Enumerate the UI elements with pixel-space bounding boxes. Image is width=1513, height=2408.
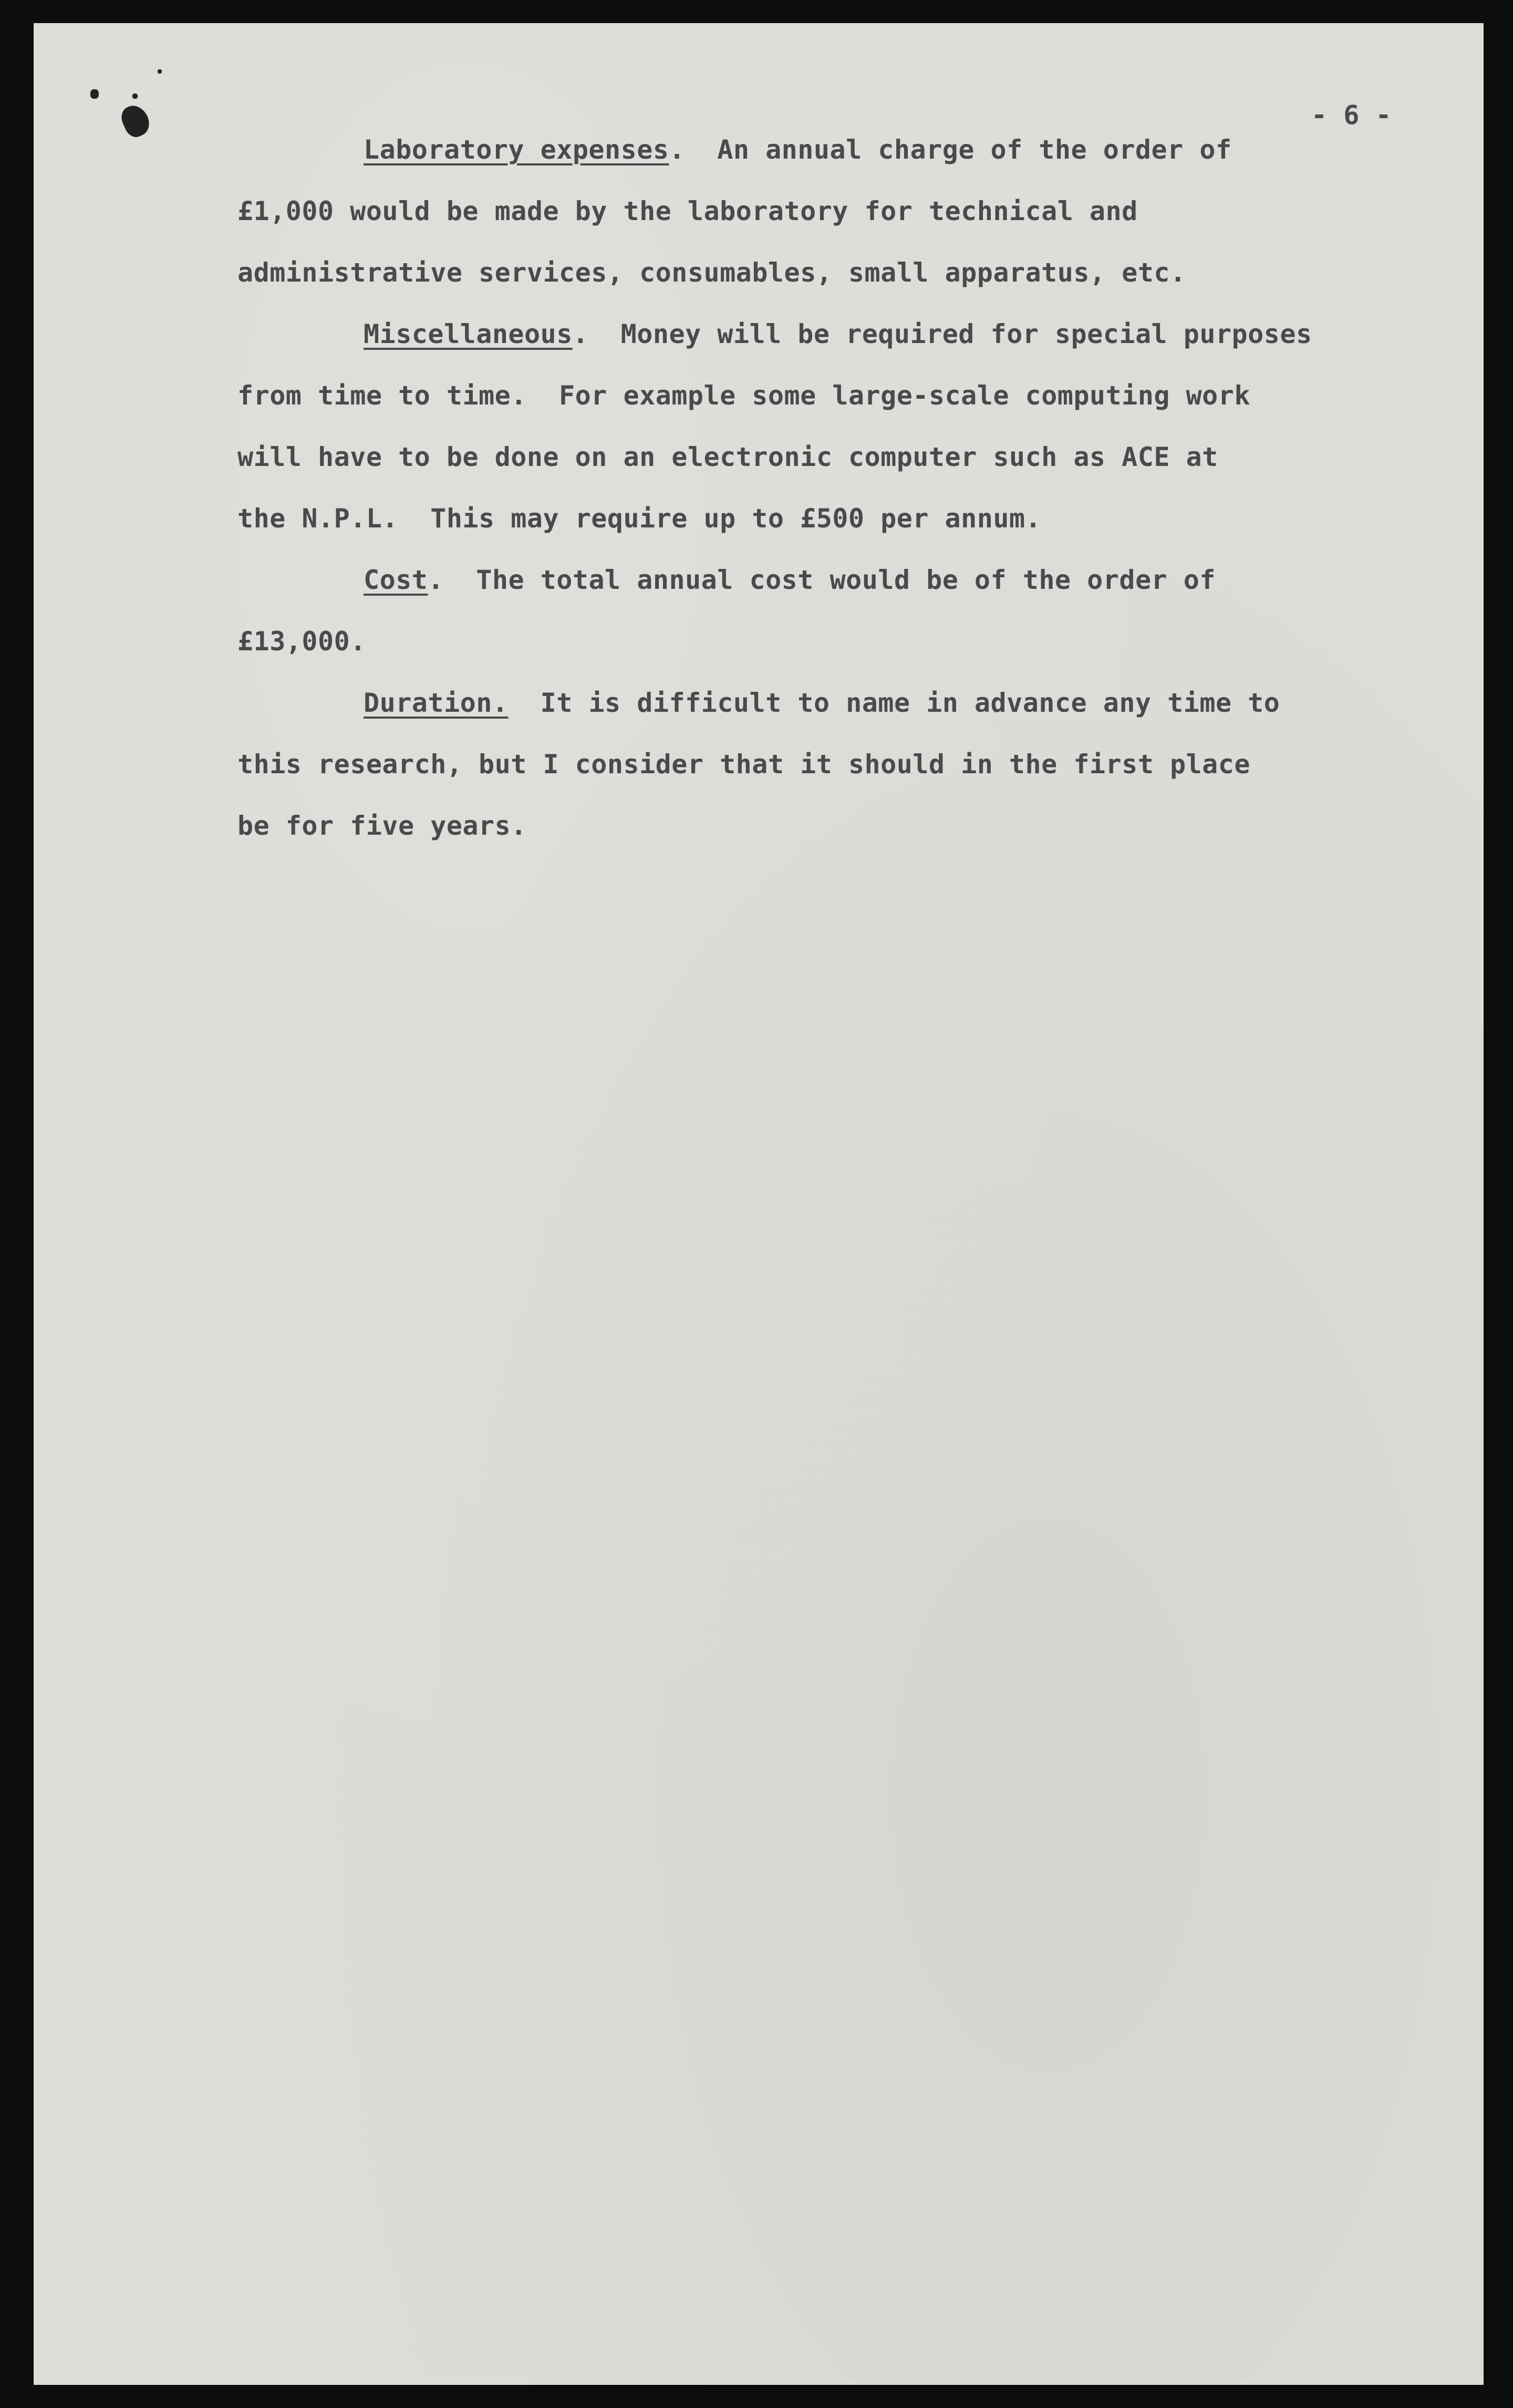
paragraph-line: this research, but I consider that it should in the first place [237, 749, 1250, 780]
ink-blot [118, 101, 154, 141]
section-heading-miscellaneous: Miscellaneous [364, 319, 573, 349]
paragraph-first-line [364, 131, 1232, 168]
paragraph-text: Money will be required for special purposes [588, 319, 1312, 349]
heading-punctuation: . [669, 134, 686, 165]
paragraph-text: The total annual cost would be of the order of [444, 565, 1216, 595]
paragraph-first-line [364, 562, 1216, 598]
paragraph-line: from time to time. For example some large-scale computing work [237, 380, 1250, 411]
paragraph-text: An annual charge of the order of [685, 134, 1232, 165]
paragraph-first-line [364, 316, 1312, 352]
paragraph-line: the N.P.L. This may require up to £500 per annum. [237, 503, 1042, 534]
paragraph-line: £1,000 would be made by the laboratory for technical and [237, 196, 1138, 226]
section-heading-duration: Duration. [364, 688, 509, 718]
paragraph-line: will have to be done on an electronic computer such as ACE at [237, 442, 1218, 472]
ink-speck [90, 89, 99, 99]
paragraph-line: be for five years. [237, 811, 527, 841]
document-page [34, 23, 1484, 2385]
ink-speck [122, 117, 126, 121]
section-heading-laboratory-expenses: Laboratory expenses [364, 134, 669, 165]
page-number: - 6 - [1311, 100, 1392, 130]
ink-speck [132, 94, 138, 99]
paragraph-text: It is difficult to name in advance any time to [508, 688, 1280, 718]
section-heading-cost: Cost [364, 565, 428, 595]
heading-punctuation: . [428, 565, 444, 595]
paragraph-line: £13,000. [237, 626, 366, 657]
ink-speck [158, 69, 162, 74]
paragraph-line: administrative services, consumables, small apparatus, etc. [237, 257, 1186, 288]
paragraph-first-line [364, 684, 1280, 721]
heading-punctuation: . [572, 319, 589, 349]
